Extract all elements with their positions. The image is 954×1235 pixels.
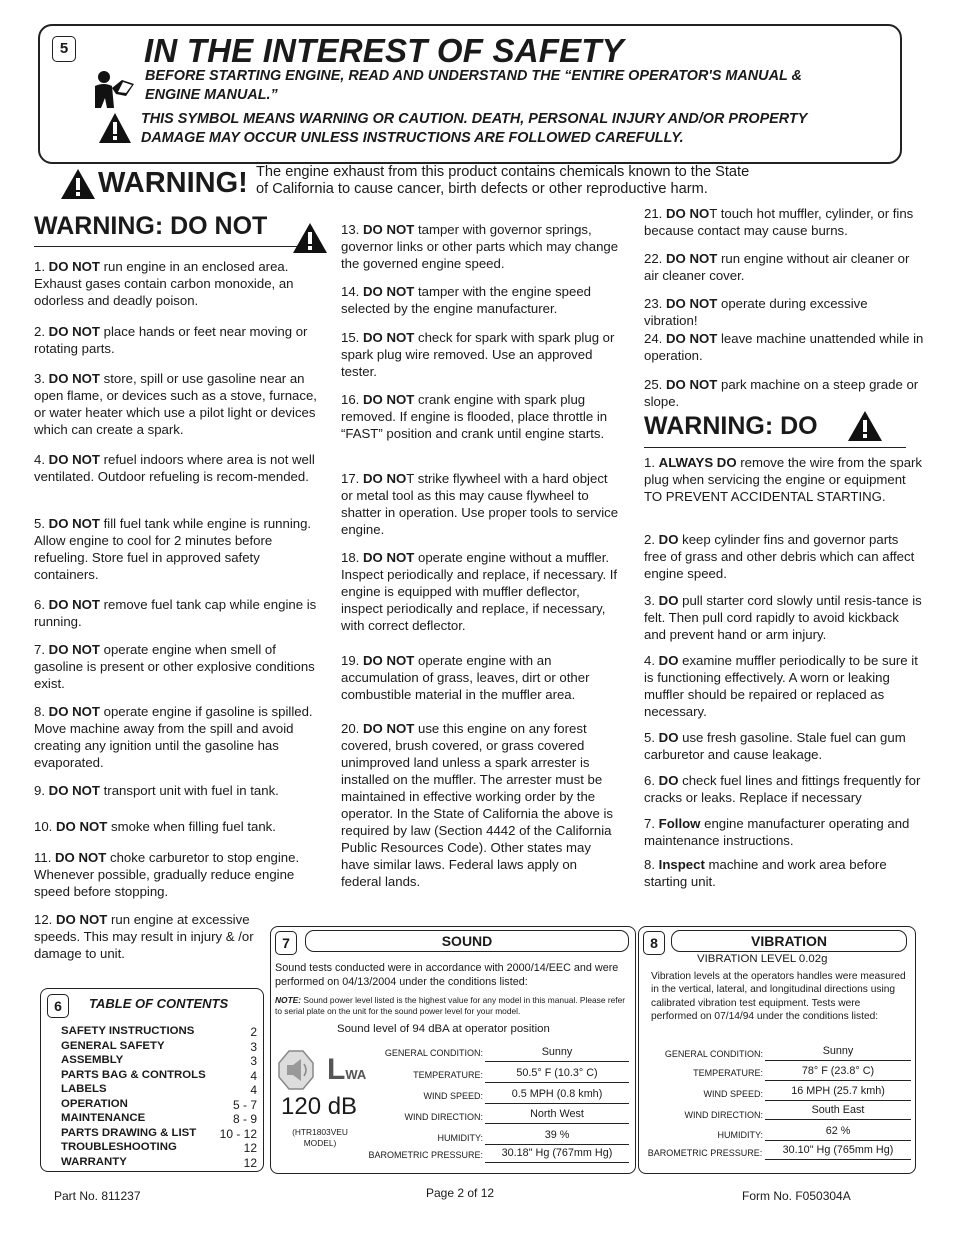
condition-label: GENERAL CONDITION: [664,1049,763,1059]
condition-value: 78° F (23.8° C) [765,1065,911,1081]
condition-label: WIND DIRECTION: [404,1112,483,1122]
speaker-icon [275,1047,317,1093]
list-item: 2. DO keep cylinder fins and governor parts free of grass and other debris which can affect engine speed. [644,532,915,581]
toc-row[interactable]: PARTS DRAWING & LIST 10 - 12 [61,1126,257,1141]
list-item: 17. DO NOT strike flywheel with a hard object or metal tool as this may cause flywheel to shatter in operation. Use proper tools to service engine. [341,471,619,537]
toc-row[interactable]: GENERAL SAFETY 3 [61,1039,257,1054]
list-item: 11. DO NOT choke carburetor to stop engine. Whenever possible, gradually reduce engine speed before stopping. [34,850,300,899]
lwa-label: LWA [327,1053,367,1086]
form-number: Form No. F050304A [742,1189,851,1203]
vibration-intro: Vibration levels at the operators handles were measured in the vertical, lateral, and longitudinal directions using calibrated vibration test equipment. Tests were performed on 07/14/94 under the conditions listed: [651,971,906,1023]
condition-label: WIND DIRECTION: [684,1110,763,1120]
toc-row[interactable]: SAFETY INSTRUCTIONS 2 [61,1025,257,1039]
condition-value: 0.5 MPH (0.8 kmh) [485,1088,629,1104]
list-item: 7. DO NOT operate engine when smell of gasoline is present or other explosive conditions exist. [34,642,315,691]
condition-label: WIND SPEED: [703,1089,763,1099]
prop65-warning-text: The engine exhaust from this product contains chemicals known to the State of California to cause cancer, birth defects or other reproductive harm. [256,164,750,197]
condition-value: North West [485,1108,629,1124]
do-not-column-2 [341,0,619,900]
list-item: 4. DO examine muffler periodically to be sure it is functioning effectively. A worn or leaking muffler should be repaired or replaced as necessary. [644,653,918,719]
symbol-meaning-line-1: THIS SYMBOL MEANS WARNING OR CAUTION. DEATH, PERSONAL INJURY AND/OR PROPERTY [141,111,808,127]
sound-power-level: 120 dB [281,1093,358,1120]
warning-triangle-icon [847,410,883,442]
vibration-level: VIBRATION LEVEL 0.02g [697,953,828,965]
condition-label: BAROMETRIC PRESSURE: [368,1150,483,1160]
list-item: 1. DO NOT run engine in an enclosed area. Exhaust gases contain carbon monoxide, an odorless and deadly poison. [34,259,294,308]
list-item: 8. DO NOT operate engine if gasoline is spilled. Move machine away from the spill and avoid creating any ignition until the gasoline has evaporated. [34,704,313,770]
condition-value: 39 % [485,1129,629,1145]
list-item: 3. DO pull starter cord slowly until resis-tance is felt. Then pull cord rapidly to avoid kickback and prevent hand or arm injury. [644,593,922,642]
condition-label: BAROMETRIC PRESSURE: [647,1148,763,1158]
vibration-box [638,926,916,1174]
section-number: 7 [275,931,297,955]
toc-row[interactable]: LABELS 4 [61,1083,257,1097]
list-item: 20. DO NOT use this engine on any forest covered, brush covered, or grass covered unimproved land unless a spark arrester is installed on the muffler. The arrester must be maintained in effective working order by the operator. In the State of California the above is required by law (Section 4442 of the California Public Resources Code). Other states may have similar laws. Federal laws apply on federal lands. [341,721,613,889]
list-item: 9. DO NOT transport unit with fuel in tank. [34,783,279,798]
toc-row[interactable]: MAINTENANCE 8 - 9 [61,1112,257,1126]
read-manual-line-2: ENGINE MANUAL.” [145,87,278,103]
sound-title: SOUND [305,930,629,952]
list-item: 16. DO NOT crank engine with spark plug removed. If engine is flooded, place throttle in “FAST” position and crank until engine starts. [341,392,608,441]
condition-label: TEMPERATURE: [693,1068,763,1078]
toc-row[interactable]: PARTS BAG & CONTROLS 4 [61,1068,257,1083]
symbol-meaning-line-2: DAMAGE MAY OCCUR UNLESS INSTRUCTIONS ARE FOLLOWED CAREFULLY. [141,130,684,146]
list-item: 18. DO NOT operate engine without a muffler. Inspect periodically and replace, if necessary. If engine is equipped with muffler deflector, inspect periodically and replace, if necessary, with correct deflector. [341,550,618,633]
do-heading: WARNING: DO [644,412,818,440]
condition-value: 50.5° F (10.3° C) [485,1067,629,1083]
section-number: 8 [643,931,665,955]
list-item: 13. DO NOT tamper with governor springs, governor links or other parts which may change the governed engine speed. [341,222,619,271]
condition-value: 30.18" Hg (767mm Hg) [485,1147,629,1163]
list-item: 19. DO NOT operate engine with an accumulation of grass, leaves, dirt or other combustible material in the muffler area. [341,653,590,702]
condition-value: Sunny [765,1045,911,1061]
section-number: 5 [52,36,76,62]
sound-box [270,926,636,1174]
page-number: Page 2 of 12 [426,1186,495,1200]
sound-note: NOTE: Sound power level listed is the highest value for any model in this manual. Please refer to serial plate on the unit for the sound power level for your model. [275,995,626,1016]
read-manual-line-1: BEFORE STARTING ENGINE, READ AND UNDERSTAND THE “ENTIRE OPERATOR'S MANUAL & [145,68,802,84]
do-not-column-3 [644,0,924,900]
sound-intro: Sound tests conducted were in accordance with 2000/14/EEC and were performed on 04/13/2004 under the conditions listed: [275,962,619,988]
list-item: 14. DO NOT tamper with the engine speed selected by the engine manufacturer. [341,284,591,316]
warning-title: WARNING! [98,167,248,199]
list-item: 21. DO NOT touch hot muffler, cylinder, or fins because contact may cause burns. [644,206,914,238]
list-item: 25. DO NOT park machine on a steep grade or slope. [644,377,919,409]
list-item: 6. DO check fuel lines and fittings frequently for cracks or leaks. Replace if necessary [644,773,921,805]
list-item: 7. Follow engine manufacturer operating and maintenance instructions. [644,816,910,848]
toc-row[interactable]: WARRANTY 12 [61,1155,257,1170]
page-title: IN THE INTEREST OF SAFETY [144,32,624,69]
heading-underline [644,447,906,448]
list-item: 5. DO use fresh gasoline. Stale fuel can gum carburetor and cause leakage. [644,730,906,762]
condition-value: 62 % [765,1125,911,1141]
list-item: 22. DO NOT run engine without air cleaner or air cleaner cover. [644,251,910,283]
toc-row[interactable]: OPERATION 5 - 7 [61,1097,257,1112]
toc-row[interactable]: ASSEMBLY 3 [61,1054,257,1068]
condition-label: GENERAL CONDITION: [384,1048,483,1058]
toc-list [61,1025,257,1170]
condition-value: 30.10" Hg (765mm Hg) [765,1144,911,1160]
table-of-contents-box [40,988,264,1172]
list-item: 12. DO NOT run engine at excessive speeds. This may result in injury & /or damage to unit. [34,912,254,961]
list-item: 23. DO NOT operate during excessive vibration! [644,296,868,328]
list-item: 10. DO NOT smoke when filling fuel tank. [34,819,276,834]
toc-row[interactable]: TROUBLESHOOTING 12 [61,1141,257,1155]
do-not-heading: WARNING: DO NOT [34,212,268,240]
list-item: 1. ALWAYS DO remove the wire from the spark plug when servicing the engine or equipment TO PREVENT ACCIDENTAL STARTING. [644,455,923,504]
toc-title: TABLE OF CONTENTS [89,996,229,1011]
condition-value: 16 MPH (25.7 kmh) [765,1085,911,1101]
list-item: 3. DO NOT store, spill or use gasoline near an open flame, or devices such as a stove, furnace, or water heater which use a pilot light or devices which can create a spark. [34,371,317,437]
condition-label: HUMIDITY: [437,1133,483,1143]
list-item: 8. Inspect machine and work area before starting unit. [644,857,887,889]
condition-value: Sunny [485,1046,629,1062]
sound-level: Sound level of 94 dBA at operator position [337,1023,550,1035]
section-number: 6 [47,994,69,1018]
sound-model: (HTR1803VEU MODEL) [292,1127,348,1148]
do-not-column-1 [34,0,318,980]
list-item: 24. DO NOT leave machine unattended while in operation. [644,331,924,363]
condition-value: South East [765,1104,911,1120]
vibration-title: VIBRATION [671,930,907,952]
list-item: 6. DO NOT remove fuel tank cap while engine is running. [34,597,317,629]
condition-label: TEMPERATURE: [413,1070,483,1080]
part-number: Part No. 811237 [54,1189,141,1203]
condition-label: WIND SPEED: [423,1091,483,1101]
list-item: 5. DO NOT fill fuel tank while engine is running. Allow engine to cool for 2 minutes before refueling. Store fuel in approved safety containers. [34,516,312,582]
list-item: 2. DO NOT place hands or feet near moving or rotating parts. [34,324,308,356]
list-item: 15. DO NOT check for spark with spark plug or spark plug wire removed. Use an approved tester. [341,330,615,379]
list-item: 4. DO NOT refuel indoors where area is not well ventilated. Outdoor refueling is recom-mended. [34,452,315,484]
condition-label: HUMIDITY: [717,1130,763,1140]
